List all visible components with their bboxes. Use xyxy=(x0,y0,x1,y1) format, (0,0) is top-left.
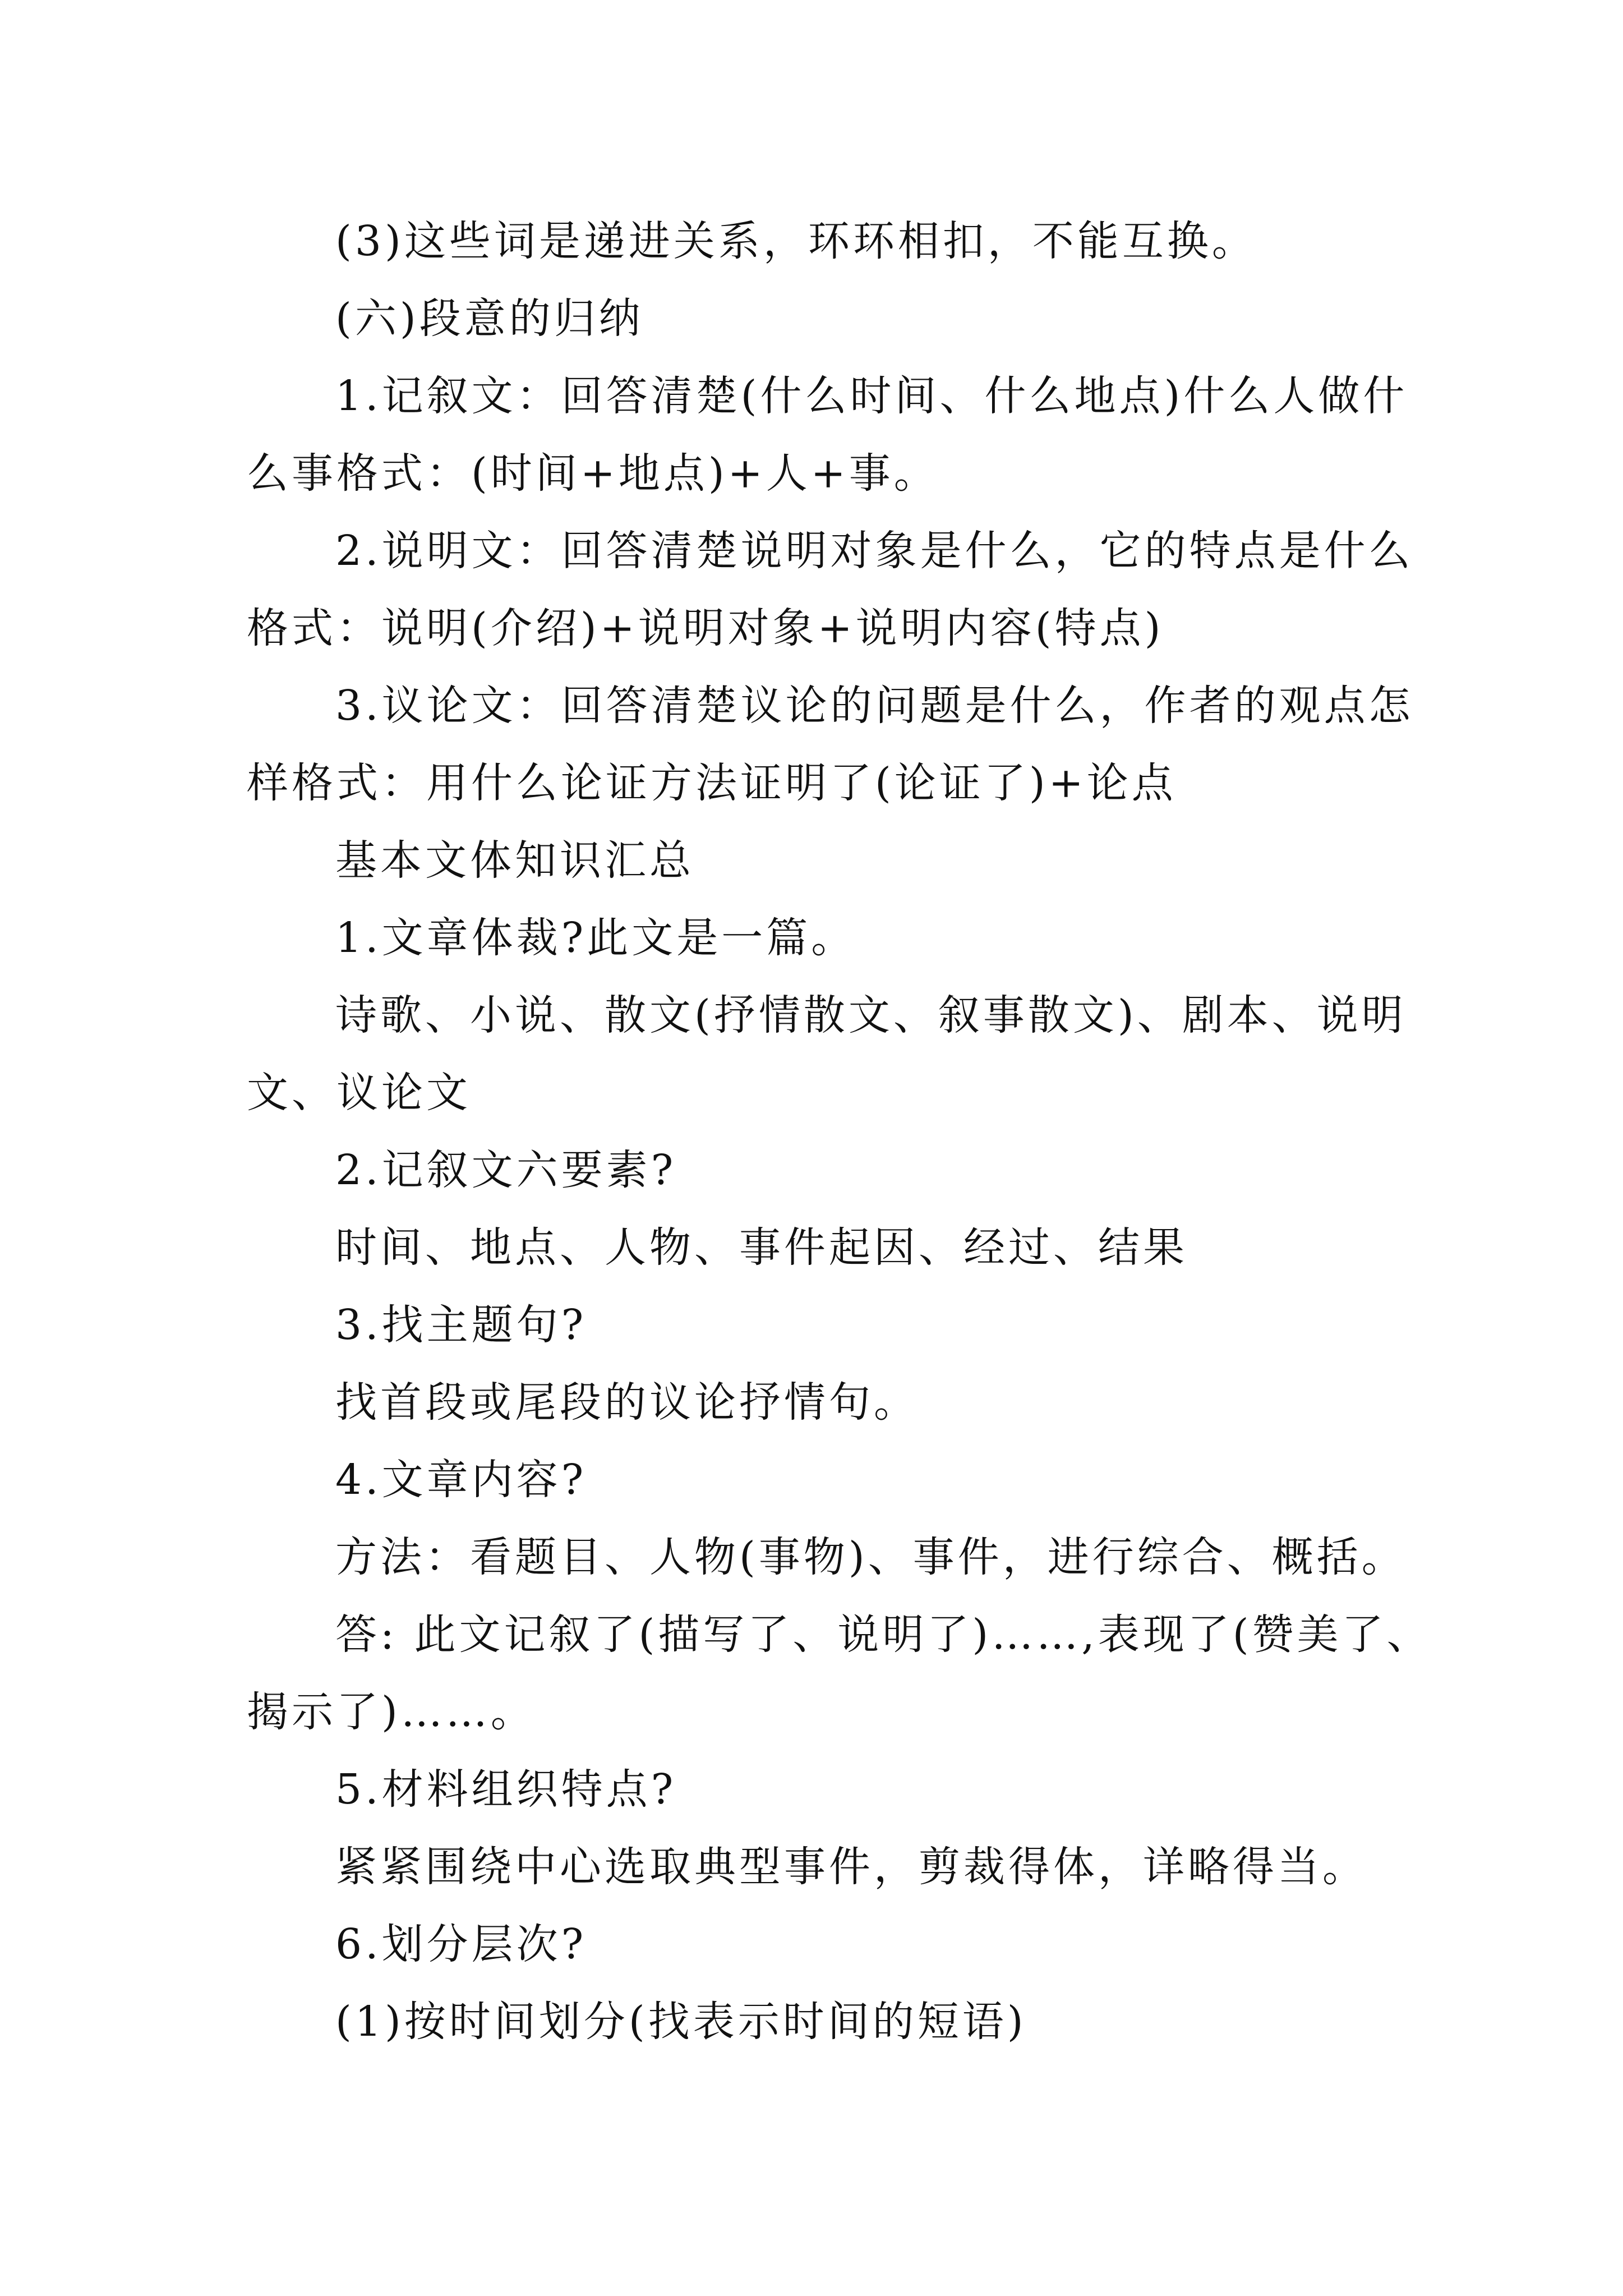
text-line-10: 1.文章体裁?此文是一篇。 xyxy=(335,914,856,962)
text-line-15: 3.找主题句? xyxy=(335,1301,587,1349)
text-line-14: 时间、地点、人物、事件起因、经过、结果 xyxy=(335,1223,1188,1272)
text-line-20: 揭示了)……。 xyxy=(247,1688,536,1736)
text-line-21: 5.材料组织特点? xyxy=(335,1765,677,1814)
text-line-8: 样格式：用什么论证方法证明了(论证了)+论点 xyxy=(247,759,1177,807)
text-line-5: 2.说明文：回答清楚说明对象是什么，它的特点是什么 xyxy=(335,527,1414,575)
text-line-7: 3.议论文：回答清楚议论的问题是什么，作者的观点怎 xyxy=(335,682,1414,730)
text-line-24: (1)按时间划分(找表示时间的短语) xyxy=(335,1998,1027,2046)
text-line-3: 1.记叙文：回答清楚(什么时间、什么地点)什么人做什 xyxy=(335,372,1408,420)
text-line-1: (3)这些词是递进关系，环环相扣，不能互换。 xyxy=(335,217,1257,265)
text-line-22: 紧紧围绕中心选取典型事件，剪裁得体，详略得当。 xyxy=(335,1843,1367,1891)
text-line-9: 基本文体知识汇总 xyxy=(335,836,694,885)
text-line-4: 么事格式：(时间+地点)+人+事。 xyxy=(247,449,939,498)
text-line-6: 格式：说明(介绍)+说明对象+说明内容(特点) xyxy=(247,604,1164,652)
text-line-13: 2.记叙文六要素? xyxy=(335,1146,677,1194)
text-line-18: 方法：看题目、人物(事物)、事件，进行综合、概括。 xyxy=(335,1533,1407,1581)
text-line-19: 答: 此文记叙了(描写了、说明了)……,表现了(赞美了、 xyxy=(335,1611,1432,1659)
text-line-23: 6.划分层次? xyxy=(335,1920,587,1968)
text-line-2: (六)段意的归纳 xyxy=(335,295,644,343)
text-line-11: 诗歌、小说、散文(抒情散文、叙事散文)、剧本、说明 xyxy=(335,991,1407,1039)
text-line-12: 文、议论文 xyxy=(247,1069,471,1117)
text-line-16: 找首段或尾段的议论抒情句。 xyxy=(335,1378,919,1427)
text-line-17: 4.文章内容? xyxy=(335,1456,587,1504)
